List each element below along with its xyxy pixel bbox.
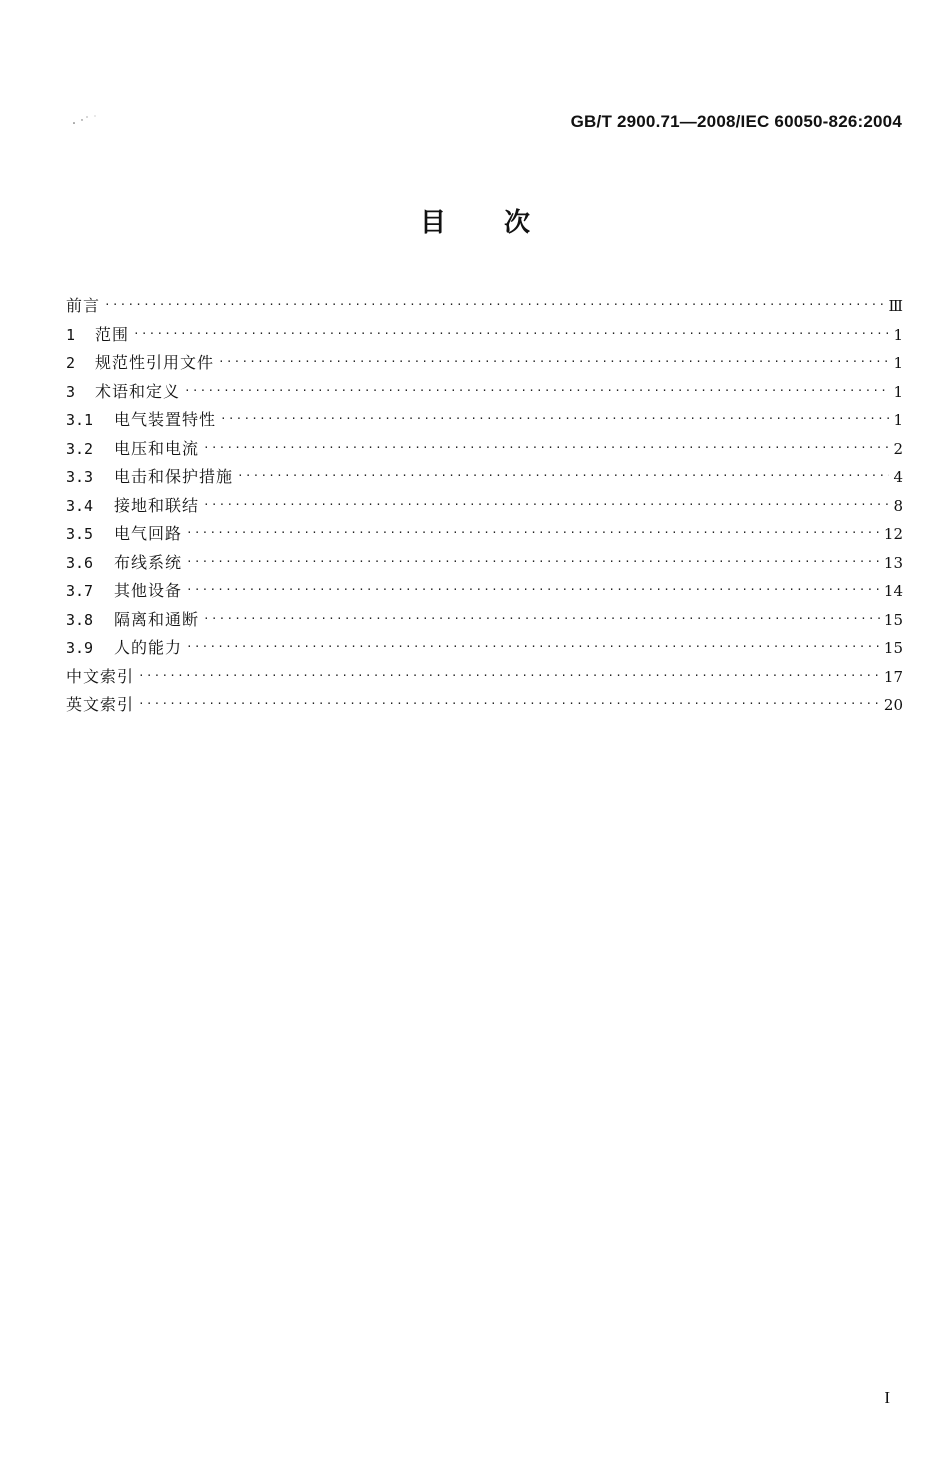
toc-entry-number: 3 (66, 382, 76, 401)
toc-entry-number: 3.2 (66, 439, 94, 458)
toc-entry-number: 3.1 (66, 411, 94, 429)
toc-entry-page: 15 (883, 610, 903, 629)
toc-entry-label: 电击和保护措施 (114, 467, 234, 486)
toc-entry-label: 英文索引 (66, 695, 135, 714)
toc-entry-3-9[interactable] (66, 634, 903, 663)
toc-entry-number: 3.6 (66, 553, 94, 572)
toc-entry-label: 规范性引用文件 (95, 353, 215, 372)
toc-entry-terms[interactable] (66, 378, 903, 407)
toc-entry-scope[interactable] (66, 321, 903, 350)
dot-leader (138, 662, 880, 691)
title-char-2: 次 (504, 208, 531, 238)
dot-leader (203, 605, 880, 634)
scan-artifact (70, 114, 100, 126)
toc-entry-page: 2 (893, 439, 903, 458)
toc-entry-3-7[interactable] (66, 577, 903, 606)
dot-leader (186, 519, 880, 548)
toc-entry-number: 3.7 (66, 582, 94, 600)
toc-entry-page: 8 (893, 496, 903, 515)
dot-leader (218, 348, 889, 377)
toc-entry-chinese-index[interactable] (66, 663, 903, 692)
dot-leader (133, 320, 889, 349)
toc-entry-page: 17 (883, 667, 903, 686)
dot-leader (186, 548, 880, 577)
toc-entry-number: 2 (66, 354, 76, 372)
toc-entry-foreword[interactable] (66, 292, 903, 321)
toc-entry-3-5[interactable] (66, 520, 903, 549)
dot-leader (237, 462, 889, 491)
toc-entry-number: 3.4 (66, 496, 94, 515)
page-number: I (884, 1388, 890, 1407)
toc-entry-label: 接地和联结 (114, 495, 200, 515)
dot-leader (203, 434, 889, 463)
toc-entry-page: 1 (893, 382, 903, 401)
dot-leader (104, 291, 885, 320)
toc-entry-page: Ⅲ (888, 297, 903, 315)
toc-entry-label: 电压和电流 (114, 438, 200, 458)
toc-entry-label: 电气回路 (114, 524, 183, 543)
toc-entry-3-1[interactable] (66, 406, 903, 435)
toc-entry-page: 1 (893, 411, 903, 429)
toc-entry-label: 范围 (95, 324, 130, 344)
toc-entry-page: 20 (883, 696, 903, 714)
toc-entry-number: 3.3 (66, 468, 94, 486)
dot-leader (186, 633, 880, 662)
toc-entry-page: 1 (893, 325, 903, 344)
dot-leader (186, 576, 880, 605)
toc-entry-page: 14 (883, 582, 903, 600)
toc-entry-label: 人的能力 (114, 638, 183, 657)
toc-entry-english-index[interactable] (66, 691, 903, 720)
toc-entry-page: 13 (883, 553, 903, 572)
toc-entry-3-8[interactable] (66, 606, 903, 635)
toc-entry-normative-references[interactable] (66, 349, 903, 378)
toc-entry-3-3[interactable] (66, 463, 903, 492)
page-title (0, 202, 950, 239)
dot-leader (220, 405, 889, 434)
toc-entry-3-6[interactable] (66, 549, 903, 578)
dot-leader (184, 377, 889, 406)
toc-entry-3-2[interactable] (66, 435, 903, 464)
dot-leader (138, 690, 880, 719)
toc-entry-label: 其他设备 (114, 581, 183, 600)
toc-entry-3-4[interactable] (66, 492, 903, 521)
toc-entry-number: 1 (66, 325, 76, 344)
toc-entry-number: 3.8 (66, 610, 94, 629)
toc-entry-label: 布线系统 (114, 552, 183, 572)
toc-entry-label: 前言 (66, 296, 101, 315)
toc-entry-label: 隔离和通断 (114, 609, 200, 629)
standard-code-header: GB/T 2900.71—2008/IEC 60050-826:2004 (570, 112, 902, 131)
toc-entry-number: 3.5 (66, 525, 94, 543)
toc-entry-page: 15 (883, 639, 903, 657)
table-of-contents (66, 292, 903, 720)
toc-entry-page: 4 (893, 468, 903, 486)
toc-entry-label: 电气装置特性 (114, 410, 217, 429)
toc-entry-label: 中文索引 (66, 666, 135, 686)
toc-entry-page: 12 (883, 525, 903, 543)
title-char-1: 目 (419, 208, 446, 238)
toc-entry-label: 术语和定义 (95, 381, 181, 401)
toc-entry-page: 1 (893, 354, 903, 372)
toc-entry-number: 3.9 (66, 639, 94, 657)
dot-leader (203, 491, 889, 520)
